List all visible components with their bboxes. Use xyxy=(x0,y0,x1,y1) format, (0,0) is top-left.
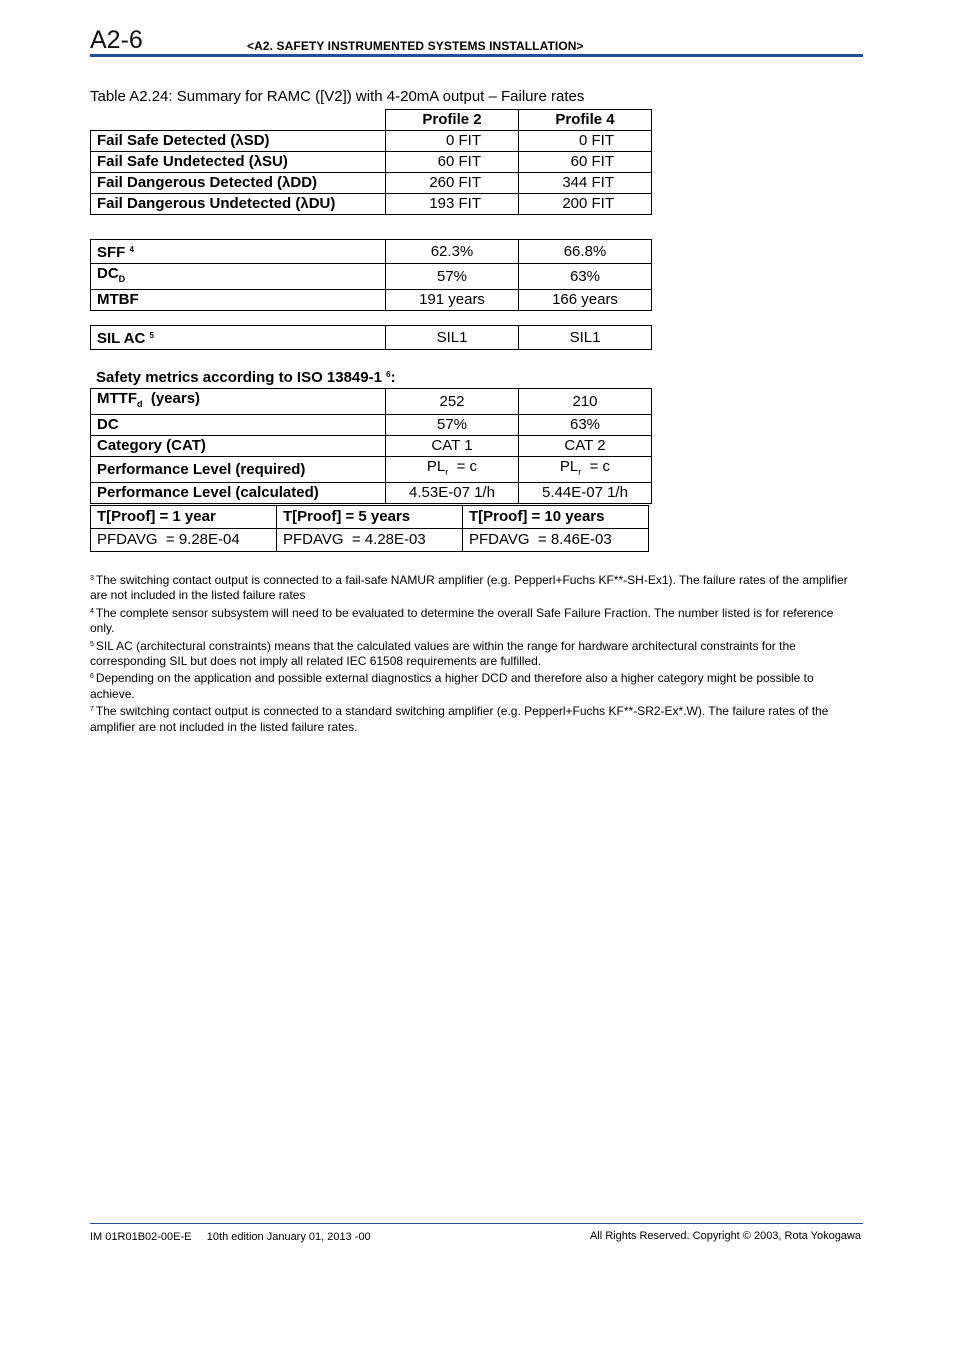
cell-profile-4: 66.8% xyxy=(519,240,652,264)
footnote: $^4$ The complete sensor subsystem will need to be evaluated to determine the overall Safe Failure Fraction. The number listed is for reference only. xyxy=(90,605,834,636)
col-header-profile-4: Profile 4 xyxy=(519,110,652,131)
footnote-ref: 6 xyxy=(386,370,391,379)
cell-profile-4: SIL1 xyxy=(519,326,652,350)
row-label-category: Category (CAT) xyxy=(91,436,386,457)
subscript: D xyxy=(118,274,126,284)
col-header-profile-2: Profile 2 xyxy=(386,110,519,131)
row-label-dc: $DC_D$ xyxy=(91,264,386,290)
chapter-title: <A2. SAFETY INSTRUMENTED SYSTEMS INSTALLATION> xyxy=(247,39,584,53)
cell-profile-4: 5.44E-07 1/h xyxy=(519,483,652,504)
table-row xyxy=(91,194,652,215)
header-rule xyxy=(90,54,863,57)
cell-profile-2: 193 FIT xyxy=(386,194,519,215)
failure-rates-table xyxy=(90,109,652,215)
sil-table xyxy=(90,325,652,350)
cell-profile-2: 57% xyxy=(386,415,519,436)
cell-profile-2: 60 FIT xyxy=(386,152,519,173)
footnote-number: 5 xyxy=(90,640,94,648)
row-label-sil: SIL AC $^5$ xyxy=(91,326,386,350)
pfdavg-cell: PFDAVG = 9.28E-04 xyxy=(91,529,277,552)
table-row xyxy=(91,264,652,290)
table-row xyxy=(91,290,652,311)
footnote-number: 4 xyxy=(90,607,94,615)
subscript: r xyxy=(445,467,449,477)
row-label-dc: DC xyxy=(91,415,386,436)
row-label-mtbf: MTBF xyxy=(91,290,386,311)
cell-profile-2: CAT 1 xyxy=(386,436,519,457)
cell-profile-2: 191 years xyxy=(386,290,519,311)
row-label: Fail Dangerous Undetected (λDU) xyxy=(91,194,386,215)
cell-profile-4: 200 FIT xyxy=(519,194,652,215)
cell-profile-4: $PL_r = c$ xyxy=(519,457,652,483)
footer-copyright: All Rights Reserved. Copyright © 2003, Rota Yokogawa xyxy=(589,1230,861,1242)
cell-profile-2: 252 xyxy=(386,389,519,415)
cell-profile-2: 0 FIT xyxy=(386,131,519,152)
footnote-number: 7 xyxy=(90,706,94,714)
table-caption: Table A2.24: Summary for RAMC ([V2]) with 4-20mA output – Failure rates xyxy=(90,88,585,105)
cell-profile-2: 57% xyxy=(386,264,519,290)
cell-profile-2: 62.3% xyxy=(386,240,519,264)
cell-profile-4: 166 years xyxy=(519,290,652,311)
table-row xyxy=(91,457,652,483)
table-row xyxy=(91,240,652,264)
cell-profile-4: 60 FIT xyxy=(519,152,652,173)
cell-profile-4: 344 FIT xyxy=(519,173,652,194)
proof-header: T[Proof] = 5 years xyxy=(277,506,463,529)
footnote: $^7$ The switching contact output is connected to a standard switching amplifier (e.g. Pepperl+Fuchs KF**-SR2-Ex*.W). The failure rates of the amplifier are not included in the listed failure rates. xyxy=(90,704,829,734)
cell-profile-4: 63% xyxy=(519,264,652,290)
table-row xyxy=(91,436,652,457)
footnote-number: 6 xyxy=(90,673,94,681)
footer-doc-id: IM 01R01B02-00E-E 10th edition January 01, 2013 -00 xyxy=(90,1231,371,1243)
row-label: Fail Safe Undetected (λSU) xyxy=(91,152,386,173)
sff-table xyxy=(90,239,652,311)
table-header-row xyxy=(91,506,649,529)
footnote: $^3$ The switching contact output is connected to a fail-safe NAMUR amplifier (e.g. Pepperl+Fuchs KF**-SH-Ex1). The failure rates of the amplifier are not included in the listed failure rates xyxy=(90,573,848,603)
cell-profile-4: 63% xyxy=(519,415,652,436)
cell-profile-2: $PL_r = c$ xyxy=(386,457,519,483)
proof-test-table xyxy=(90,505,649,552)
proof-header: T[Proof] = 1 year xyxy=(91,506,277,529)
cell-profile-4: 0 FIT xyxy=(519,131,652,152)
iso-metrics-title: Safety metrics according to ISO 13849-1 $^6$: xyxy=(96,369,396,386)
pfdavg-cell: PFDAVG = 4.28E-03 xyxy=(277,529,463,552)
footnote: $^6$ Depending on the application and possible external diagnostics a higher DCD and therefore also a higher category might be possible to achieve. xyxy=(90,671,814,701)
subscript: d xyxy=(136,399,143,409)
footer-rule xyxy=(90,1223,863,1224)
table-row xyxy=(91,389,652,415)
cell-profile-2: 260 FIT xyxy=(386,173,519,194)
footnote-number: 3 xyxy=(90,575,94,582)
table-row xyxy=(91,529,649,552)
page-number: A2-6 xyxy=(90,26,143,54)
cell-profile-4: CAT 2 xyxy=(519,436,652,457)
cell-profile-2: SIL1 xyxy=(386,326,519,350)
table-row xyxy=(91,152,652,173)
table-row xyxy=(91,326,652,350)
footnote: $^5$ SIL AC (architectural constraints) means that the calculated values are within the range for hardware architectural constraints for the corresponding SIL but does not imply all related IEC 61508 requirements are fulfilled. xyxy=(90,638,796,669)
cell-profile-2: 4.53E-07 1/h xyxy=(386,483,519,504)
pfdavg-cell: PFDAVG = 8.46E-03 xyxy=(463,529,649,552)
footnote-ref: 4 xyxy=(129,245,134,254)
table-header-row xyxy=(91,110,652,131)
footnotes xyxy=(90,571,860,735)
row-label-mttf: $MTTF_d$ (years) xyxy=(91,389,386,415)
row-label-pl-required: Performance Level (required) xyxy=(91,457,386,483)
table-row xyxy=(91,483,652,504)
cell-profile-4: 210 xyxy=(519,389,652,415)
proof-header: T[Proof] = 10 years xyxy=(463,506,649,529)
subscript: r xyxy=(578,467,582,477)
iso-metrics-table xyxy=(90,388,652,504)
row-label-pl-calculated: Performance Level (calculated) xyxy=(91,483,386,504)
row-label: Fail Safe Detected (λSD) xyxy=(91,131,386,152)
table-row xyxy=(91,131,652,152)
row-label-sff: SFF $^4$ xyxy=(91,240,386,264)
footnote-ref: 5 xyxy=(149,331,154,340)
table-row xyxy=(91,173,652,194)
blank-cell xyxy=(91,110,386,131)
table-row xyxy=(91,415,652,436)
row-label: Fail Dangerous Detected (λDD) xyxy=(91,173,386,194)
